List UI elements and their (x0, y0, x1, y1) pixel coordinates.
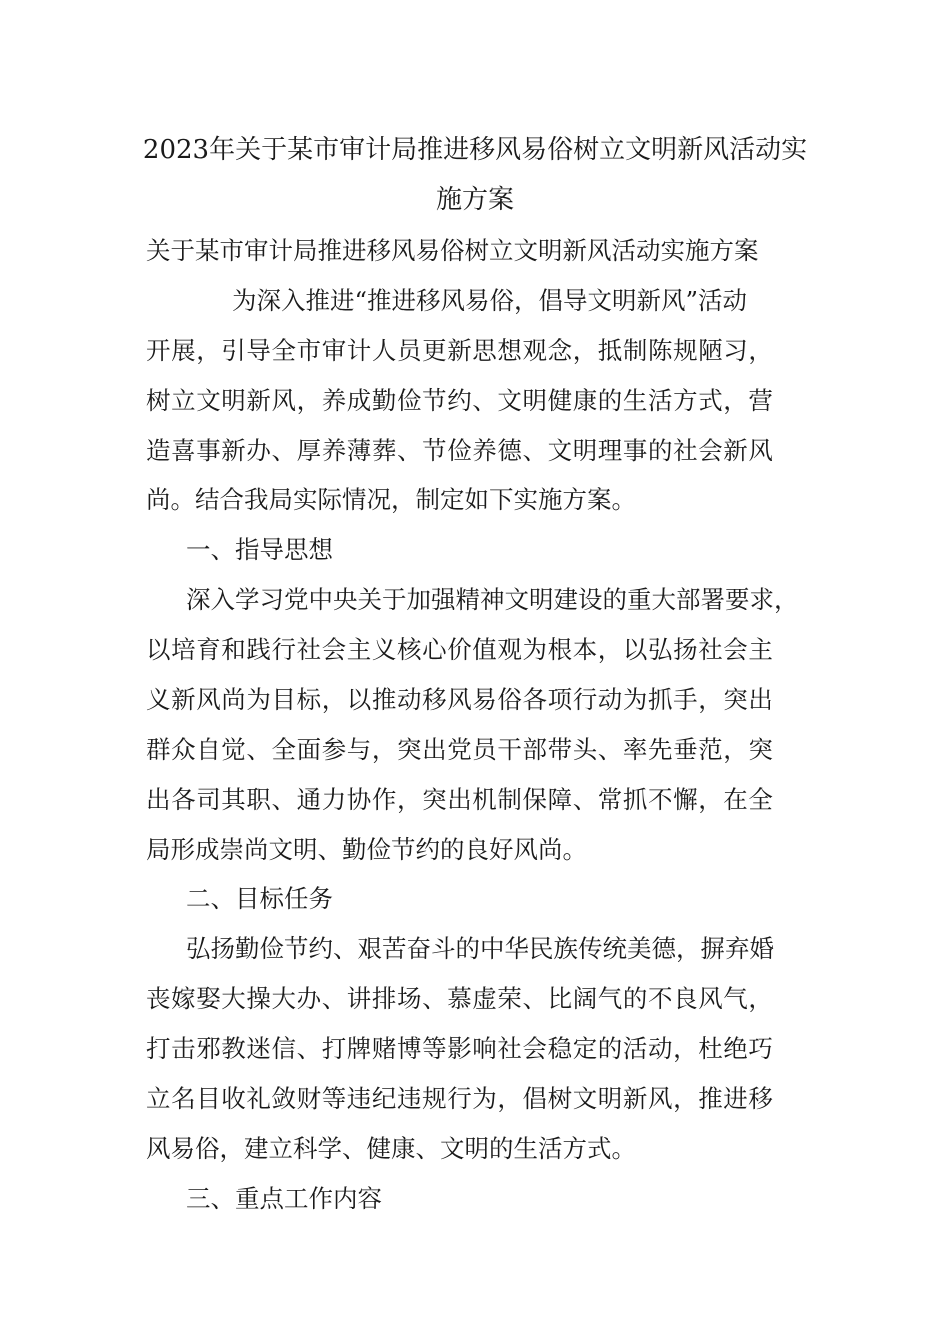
document-subtitle: 关于某市审计局推进移风易俗树立文明新风活动实施方案 (146, 236, 759, 265)
section-1-line: 深入学习党中央关于加强精神文明建设的重大部署要求， (186, 585, 799, 614)
intro-line: 造喜事新办、厚养薄葬、节俭养德、文明理事的社会新风 (146, 436, 774, 465)
section-heading-2: 二、目标任务 (186, 884, 333, 913)
intro-line: 树立文明新风，养成勤俭节约、文明健康的生活方式，营 (146, 386, 774, 415)
section-1-line: 群众自觉、全面参与，突出党员干部带头、率先垂范，突 (146, 735, 774, 764)
document-title-line-2: 施方案 (435, 185, 514, 215)
section-2-line: 立名目收礼敛财等违纪违规行为，倡树文明新风，推进移 (146, 1084, 774, 1113)
section-1-line: 局形成崇尚文明、勤俭节约的良好风尚。 (146, 835, 587, 864)
section-2-line: 打击邪教迷信、打牌赌博等影响社会稳定的活动，杜绝巧 (146, 1034, 774, 1063)
section-2-line: 风易俗，建立科学、健康、文明的生活方式。 (146, 1134, 636, 1163)
section-heading-1: 一、指导思想 (186, 535, 333, 564)
document-title-line-1: 2023年关于某市审计局推进移风易俗树立文明新风活动实 (142, 135, 808, 165)
section-1-line: 义新风尚为目标，以推动移风易俗各项行动为抓手，突出 (146, 685, 774, 714)
section-1-line: 出各司其职、通力协作，突出机制保障、常抓不懈，在全 (146, 785, 774, 814)
section-1-line: 以培育和践行社会主义核心价值观为根本，以弘扬社会主 (146, 635, 774, 664)
section-2-line: 弘扬勤俭节约、艰苦奋斗的中华民族传统美德，摒弃婚 (186, 934, 774, 963)
intro-line: 尚。结合我局实际情况，制定如下实施方案。 (146, 485, 636, 514)
section-2-line: 丧嫁娶大操大办、讲排场、慕虚荣、比阔气的不良风气， (146, 984, 774, 1013)
intro-line: 开展，引导全市审计人员更新思想观念，抵制陈规陋习， (146, 336, 774, 365)
intro-line: 为深入推进“推进移风易俗，倡导文明新风”活动 (232, 286, 748, 315)
section-heading-3: 三、重点工作内容 (186, 1184, 382, 1213)
